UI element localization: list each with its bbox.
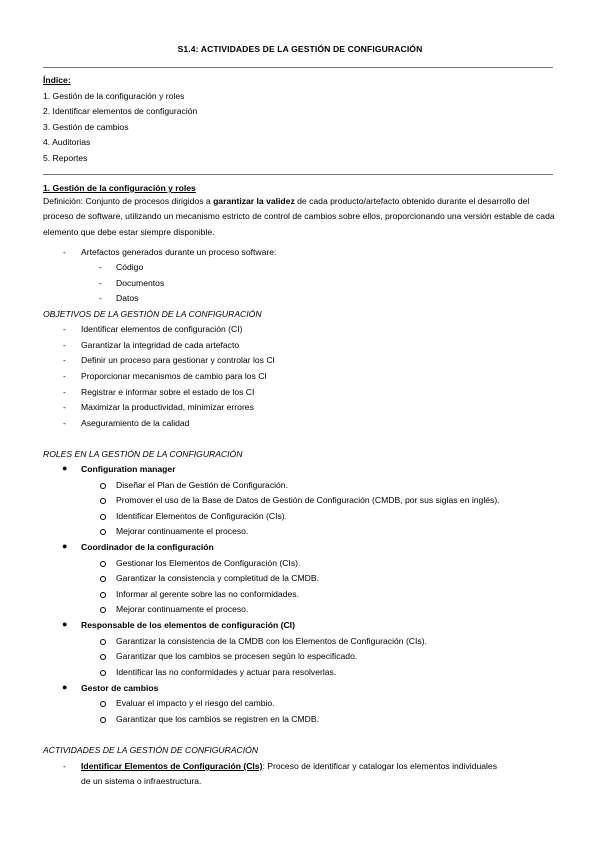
role-task: Identificar las no conformidades y actuar para resolverlas. xyxy=(116,667,337,677)
objective-item: Definir un proceso para gestionar y controlar los CI xyxy=(81,355,275,365)
section-heading: 1. Gestión de la configuración y roles xyxy=(43,183,196,193)
bullet-icon: ● xyxy=(62,682,68,692)
role-task: Mejorar continuamente el proceso. xyxy=(116,604,249,614)
role-task: Garantizar la consistencia de la CMDB con los Elementos de Configuración (CIs). xyxy=(116,636,427,646)
role-task: Garantizar que los cambios se procesen según lo especificado. xyxy=(116,651,358,661)
definition-text: Definición: Conjunto de procesos dirigidos a xyxy=(43,196,214,206)
dash-bullet: - xyxy=(63,387,66,397)
role-name: Configuration manager xyxy=(81,464,176,474)
dash-bullet: - xyxy=(63,402,66,412)
definition-paragraph xyxy=(43,194,555,240)
circle-bullet-icon xyxy=(100,717,106,723)
circle-bullet-icon xyxy=(100,529,106,535)
dash-bullet: - xyxy=(63,418,66,428)
index-item: 5. Reportes xyxy=(43,153,88,163)
dash-bullet: - xyxy=(63,761,66,771)
dash-bullet: - xyxy=(63,324,66,334)
circle-bullet-icon xyxy=(100,607,106,613)
circle-bullet-icon xyxy=(100,561,106,567)
dash-bullet: - xyxy=(63,340,66,350)
divider xyxy=(43,67,553,68)
objectives-heading: OBJETIVOS DE LA GESTIÓN DE LA CONFIGURACIÓN xyxy=(43,309,262,319)
circle-bullet-icon xyxy=(100,576,106,582)
circle-bullet-icon xyxy=(100,592,106,598)
definition-emphasis: garantizar la validez xyxy=(213,196,295,206)
dash-bullet: - xyxy=(63,355,66,365)
activities-heading: ACTIVIDADES DE LA GESTIÓN DE CONFIGURACIÓN xyxy=(43,745,259,755)
circle-bullet-icon xyxy=(100,701,106,707)
index-item: 4. Auditorias xyxy=(43,137,91,147)
role-task: Garantizar que los cambios se registren en la CMDB. xyxy=(116,714,319,724)
role-task: Promover el uso de la Base de Datos de Gestión de Configuración (CMDB, por sus siglas en inglés). xyxy=(116,495,500,505)
artifact-item: Documentos xyxy=(116,278,165,288)
index-heading: Índice: xyxy=(43,75,71,85)
dash-bullet: - xyxy=(99,278,102,288)
role-task: Garantizar la consistencia y completitud de la CMDB. xyxy=(116,573,319,583)
dash-bullet: - xyxy=(63,371,66,381)
role-task: Gestionar los Elementos de Configuración (CIs). xyxy=(116,558,301,568)
roles-heading: ROLES EN LA GESTIÓN DE LA CONFIGURACIÓN xyxy=(43,449,243,459)
dash-bullet: - xyxy=(99,262,102,272)
index-item: 2. Identificar elementos de configuración xyxy=(43,106,198,116)
activity-name: Identificar Elementos de Configuración (CIs) xyxy=(81,761,263,771)
circle-bullet-icon xyxy=(100,514,106,520)
activity-item xyxy=(81,761,497,772)
role-task: Evaluar el impacto y el riesgo del cambio. xyxy=(116,698,275,708)
objective-item: Maximizar la productividad, minimizar errores xyxy=(81,402,254,412)
circle-bullet-icon xyxy=(100,670,106,676)
bullet-icon: ● xyxy=(62,619,68,629)
dash-bullet: - xyxy=(63,247,66,257)
index-item: 3. Gestión de cambios xyxy=(43,122,129,132)
objective-item: Garantizar la integridad de cada artefacto xyxy=(81,340,240,350)
role-name: Gestor de cambios xyxy=(81,683,159,693)
objective-item: Registrar e informar sobre el estado de los CI xyxy=(81,387,255,397)
role-name: Responsable de los elementos de configuración (CI) xyxy=(81,620,295,630)
activity-description: : Proceso de identificar y catalogar los elementos individuales xyxy=(262,761,497,771)
objective-item: Aseguramiento de la calidad xyxy=(81,418,190,428)
circle-bullet-icon xyxy=(100,639,106,645)
role-task: Identificar Elementos de Configuración (CIs). xyxy=(116,511,287,521)
role-task: Informar al gerente sobre las no conformidades. xyxy=(116,589,299,599)
objective-item: Identificar elementos de configuración (CI) xyxy=(81,324,243,334)
activity-description-cont: de un sistema o infraestructura. xyxy=(81,776,202,786)
artifact-item: Código xyxy=(116,262,144,272)
document-title: S1.4: ACTIVIDADES DE LA GESTIÓN DE CONFIGURACIÓN xyxy=(177,44,423,54)
circle-bullet-icon xyxy=(100,498,106,504)
index-item: 1. Gestión de la configuración y roles xyxy=(43,91,185,101)
divider xyxy=(43,174,553,175)
artifacts-label: Artefactos generados durante un proceso software: xyxy=(81,247,277,257)
bullet-icon: ● xyxy=(62,541,68,551)
objective-item: Proporcionar mecanismos de cambio para los CI xyxy=(81,371,267,381)
circle-bullet-icon xyxy=(100,483,106,489)
role-name: Coordinador de la configuración xyxy=(81,542,214,552)
dash-bullet: - xyxy=(99,293,102,303)
role-task: Mejorar continuamente el proceso. xyxy=(116,526,249,536)
bullet-icon: ● xyxy=(62,463,68,473)
definition-text-rest: de cada producto/artefacto obtenido durante el desarrollo del proceso de software, utilizando un mecanismo estricto de control de cambios sobre ellos, proporcionando una versión estable de cada elemento que debe estar siempre disponible. xyxy=(43,196,555,237)
role-task: Diseñar el Plan de Gestión de Configuración. xyxy=(116,480,288,490)
artifact-item: Datos xyxy=(116,293,139,303)
circle-bullet-icon xyxy=(100,654,106,660)
